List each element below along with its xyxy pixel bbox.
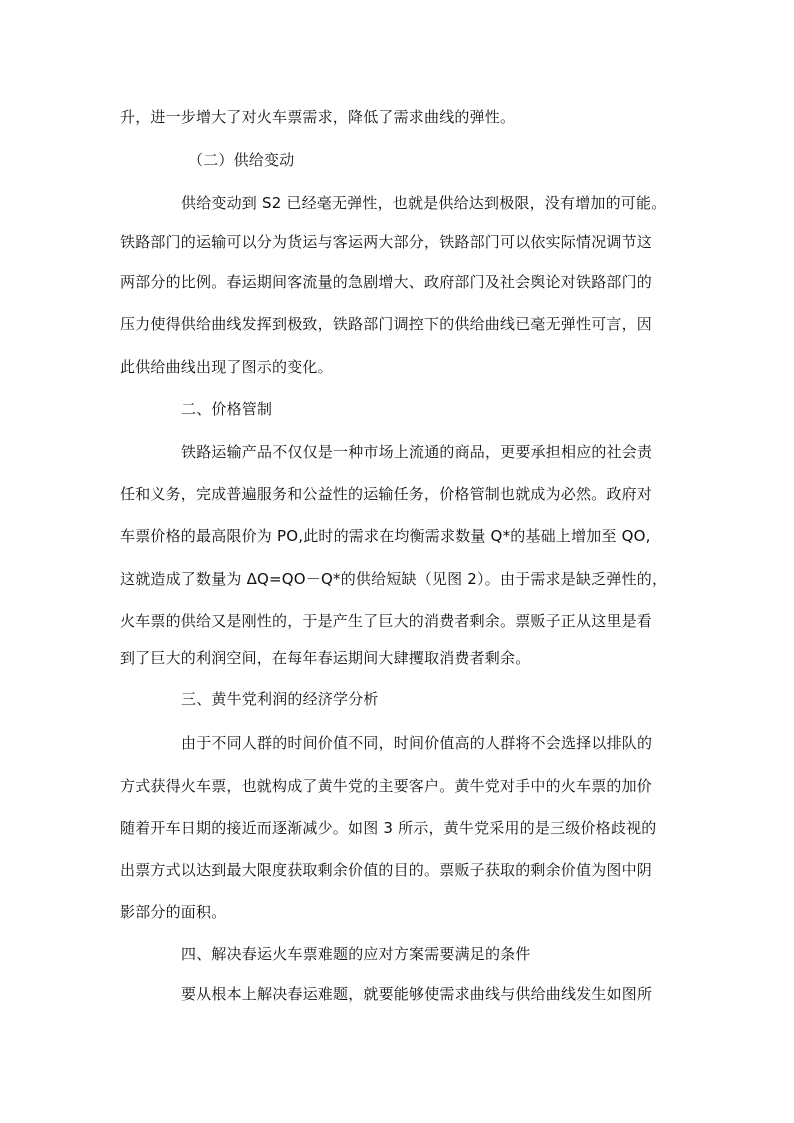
paragraph-line: 这就造成了数量为 ΔQ=QO－Q*的供给短缺（见图 2）。由于需求是缺乏弹性的， <box>120 570 668 588</box>
section-heading: 三、黄牛党利润的经济学分析 <box>181 690 379 708</box>
paragraph-line: 由于不同人群的时间价值不同，时间价值高的人群将不会选择以排队的 <box>181 734 653 752</box>
section-heading: 二、价格管制 <box>181 400 273 418</box>
section-heading: 四、解决春运火车票难题的应对方案需要满足的条件 <box>181 945 531 963</box>
paragraph-line: 供给变动到 S2 已经毫无弹性，也就是供给达到极限，没有增加的可能。 <box>181 194 667 212</box>
paragraph-line: 两部分的比例。春运期间客流量的急剧增大、政府部门及社会舆论对铁路部门的 <box>120 273 653 291</box>
paragraph-line: 此供给曲线出现了图示的变化。 <box>120 358 333 376</box>
paragraph-line: 火车票的供给又是刚性的，于是产生了巨大的消费者剩余。票贩子正从这里是看 <box>120 612 653 630</box>
paragraph-line: 随着开车日期的接近而逐渐减少。如图 3 所示，黄牛党采用的是三级价格歧视的 <box>120 819 657 837</box>
paragraph-line: 车票价格的最高限价为 PO,此时的需求在均衡需求数量 Q*的基础上增加至 QO, <box>120 527 651 545</box>
paragraph-line: 压力使得供给曲线发挥到极致，铁路部门调控下的供给曲线已毫无弹性可言，因 <box>120 315 653 333</box>
paragraph-line: 要从根本上解决春运难题，就要能够使需求曲线与供给曲线发生如图所 <box>181 985 653 1003</box>
paragraph-line: 到了巨大的利润空间，在每年春运期间大肆攫取消费者剩余。 <box>120 649 531 667</box>
paragraph-line: 方式获得火车票，也就构成了黄牛党的主要客户。黄牛党对手中的火车票的加价 <box>120 777 653 795</box>
paragraph-line: 铁路运输产品不仅仅是一种市场上流通的商品，更要承担相应的社会责 <box>181 443 653 461</box>
paragraph-line: 铁路部门的运输可以分为货运与客运两大部分，铁路部门可以依实际情况调节这 <box>120 233 653 251</box>
paragraph-line: 任和义务，完成普遍服务和公益性的运输任务，价格管制也就成为必然。政府对 <box>120 485 653 503</box>
paragraph-line: 影部分的面积。 <box>120 903 227 921</box>
paragraph-line: 出票方式以达到最大限度获取剩余价值的目的。票贩子获取的剩余价值为图中阴 <box>120 861 653 879</box>
paragraph-line: 升，进一步增大了对火车票需求，降低了需求曲线的弹性。 <box>120 108 516 126</box>
section-heading: （二）供给变动 <box>188 151 295 169</box>
